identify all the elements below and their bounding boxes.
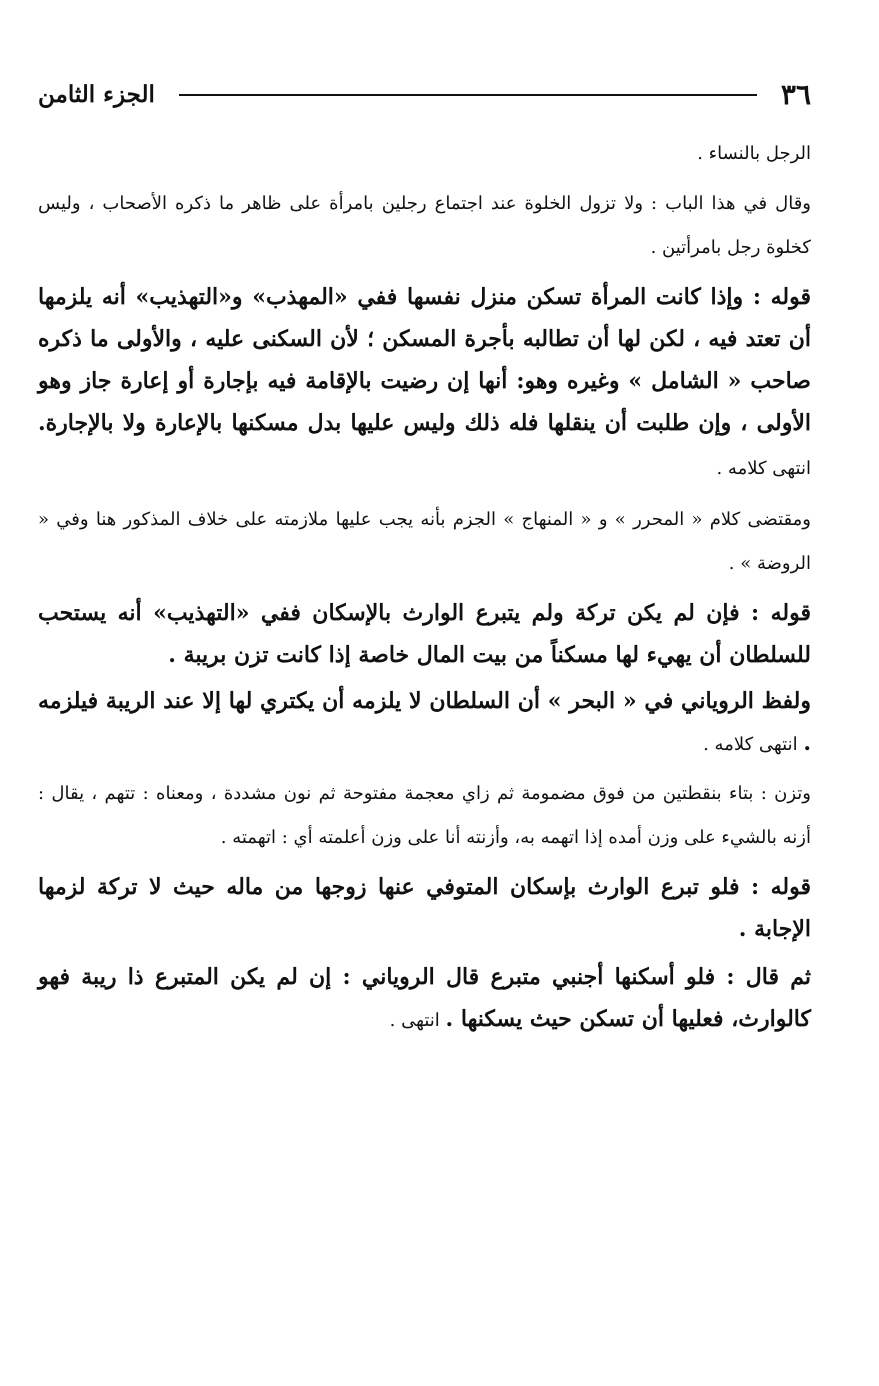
paragraph-3 [38, 276, 811, 490]
paragraph-2 [38, 182, 811, 270]
closing-remark: انتهى كلامه . [716, 458, 811, 479]
page-header [38, 72, 811, 118]
paragraph-4 [38, 498, 811, 586]
page-number: ٣٦ [780, 78, 811, 111]
paragraph-text: وتزن : بتاء بنقطتين من فوق مضمومة ثم زاي معجمة مفتوحة ثم نون مشددة ، ومعناه : تتهم ، يقال : أزنه بالشيء على وزن أمده إذا اتهمه به، وأزنته أنا على وزن أعلمته أي : اتهمته . [38, 783, 811, 848]
bold-quote-text: ثم قال : فلو أسكنها أجنبي متبرع قال الروياني : إن لم يكن المتبرع ذا ريبة فهو كالوارث، فعليها أن تسكن حيث يسكنها . [38, 964, 811, 1032]
paragraph-text: الرجل بالنساء . [697, 143, 811, 164]
paragraph-6 [38, 680, 811, 766]
paragraph-text: ومقتضى كلام « المحرر » و « المنهاج » الجزم بأنه يجب عليها ملازمته على خلاف المذكور هنا وفي « الروضة » . [38, 509, 811, 574]
paragraph-1 [38, 132, 811, 176]
closing-remark: انتهى كلامه . [703, 734, 804, 755]
bold-quote-text: قوله : فلو تبرع الوارث بإسكان المتوفي عنها زوجها من ماله حيث لا تركة لزمها الإجابة . [38, 874, 811, 942]
closing-remark: انتهى . [389, 1010, 446, 1031]
bold-quote-text: ولفظ الروياني في « البحر » أن السلطان لا يلزمه أن يكتري لها إلا عند الريبة فيلزمه . [38, 688, 811, 756]
paragraph-9 [38, 956, 811, 1042]
volume-title: الجزء الثامن [38, 81, 155, 108]
header-rule [179, 94, 757, 96]
paragraph-7 [38, 772, 811, 860]
paragraph-8 [38, 866, 811, 950]
paragraph-text: وقال في هذا الباب : ولا تزول الخلوة عند اجتماع رجلين بامرأة على ظاهر ما ذكره الأصحاب ، وليس كخلوة رجل بامرأتين . [38, 193, 811, 258]
page-body [38, 132, 811, 1046]
paragraph-5 [38, 592, 811, 676]
bold-quote-text: قوله : فإن لم يكن تركة ولم يتبرع الوارث بالإسكان ففي «التهذيب» أنه يستحب للسلطان أن يهيء لها مسكناً من بيت المال خاصة إذا كانت تزن بريبة . [38, 600, 811, 668]
bold-quote-text: قوله : وإذا كانت المرأة تسكن منزل نفسها ففي «المهذب» و«التهذيب» أنه يلزمها أن تعتد فيه ، لكن لها أن تطالبه بأجرة المسكن ؛ لأن السكنى عليه ، والأولى ما ذكره صاحب « الشامل » وغيره وهو: أنها إن رضيت بالإقامة فيه بإجارة أو إعارة جاز وهو الأولى ، وإن طلبت أن ينقلها فله ذلك وليس عليها بدل مسكنها بالإعارة ولا بالإجارة. [38, 284, 811, 436]
